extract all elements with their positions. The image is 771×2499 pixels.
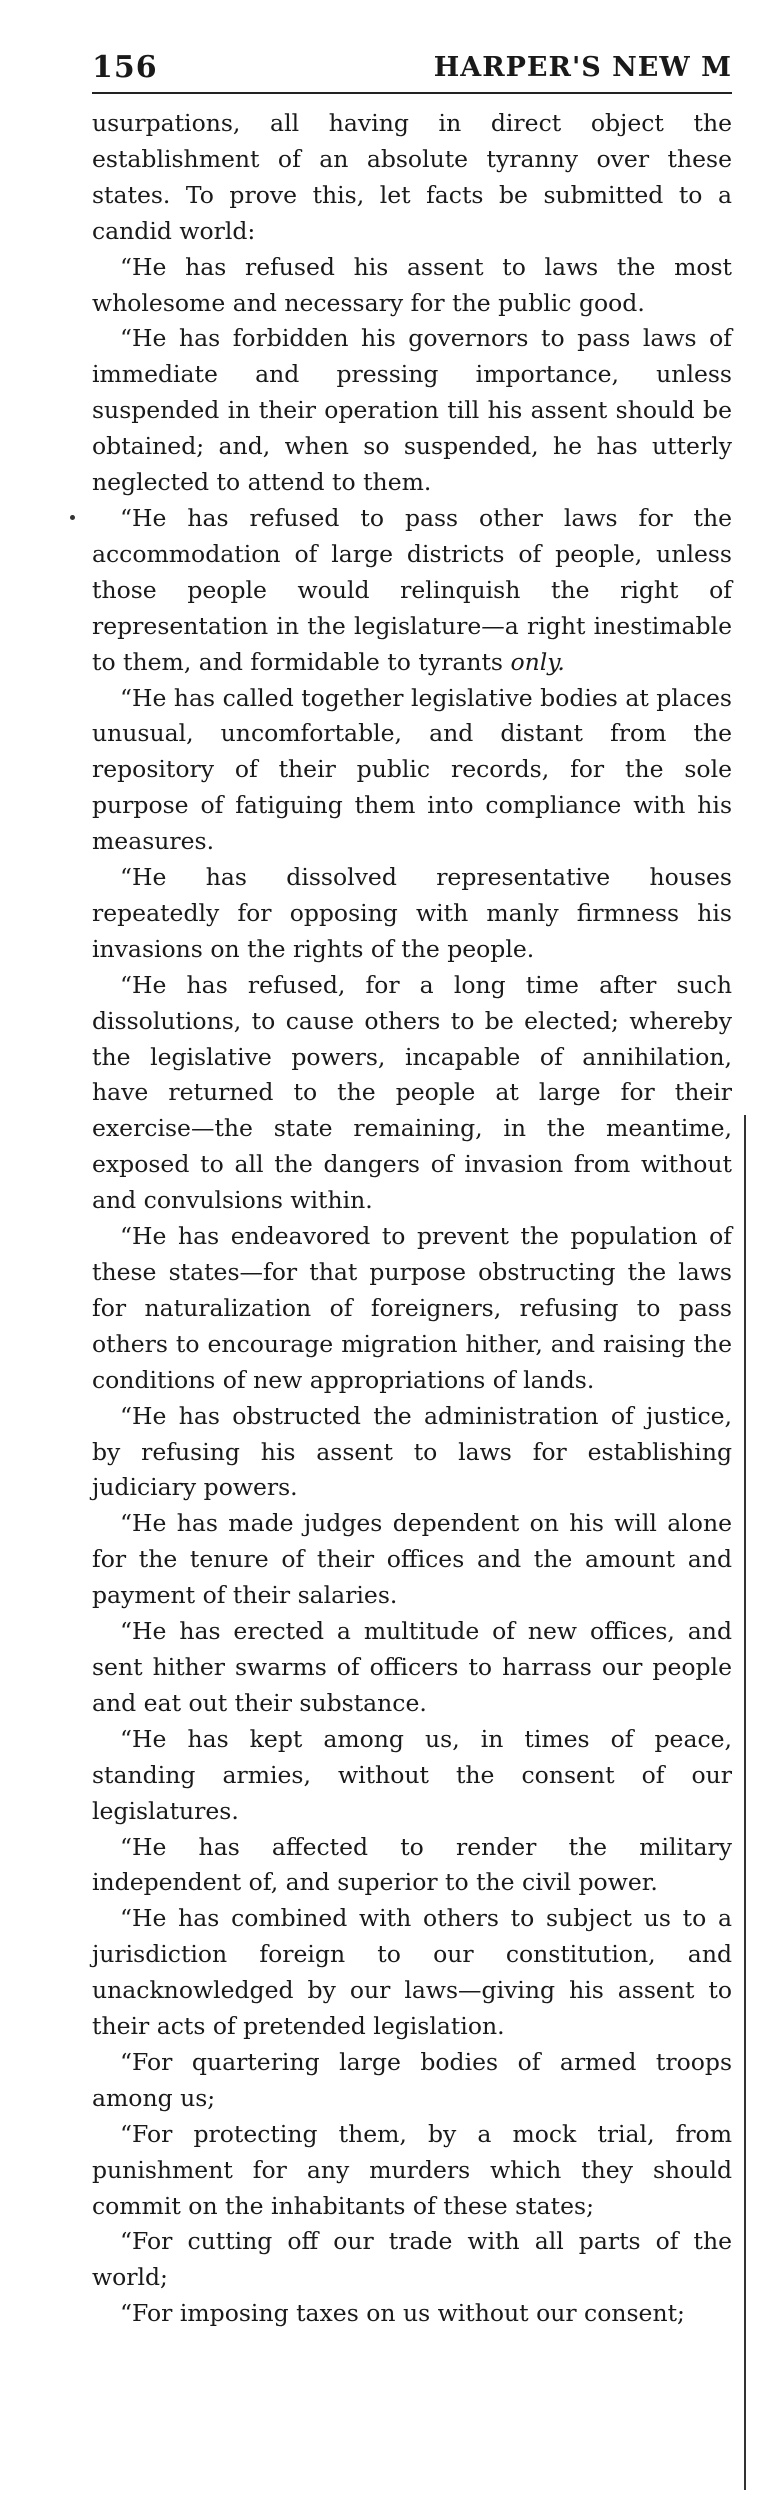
paragraph: “He has refused his assent to laws the most wholesome and necessary for the public good. (92, 252, 732, 317)
paragraph: “He has forbidden his governors to pass laws of immediate and pressing importance, unless suspended in their operation till his assent should be obtained; and, when so suspended, he has utterly neglected to attend to them. (92, 324, 732, 497)
column-rule (744, 1115, 746, 2490)
paragraph: “He has combined with others to subject us to a jurisdiction foreign to our constitution, and unacknowledged by our laws—giving his assent to their acts of pretended legislation. (92, 1904, 732, 2041)
paragraph: “He has dissolved representative houses repeatedly for opposing with manly firmness his invasions on the rights of the people. (92, 863, 732, 963)
paragraph: “For protecting them, by a mock trial, from punishment for any murders which they should commit on the inhabitants of these states; (92, 2119, 732, 2220)
page-number: 156 (92, 50, 158, 85)
paragraph: “He has endeavored to prevent the population of these states—for that purpose obstructing the laws for naturalization of foreigners, refusing to pass others to encourage migration hither, and raising the conditions of new appropriations of lands. (92, 1222, 732, 1394)
paragraph: “He has obstructed the administration of justice, by refusing his assent to laws for establishing judiciary powers. (92, 1401, 732, 1502)
paragraph-italic-tail: only. (510, 647, 565, 676)
paragraph: “He has affected to render the military independent of, and superior to the civil power. (92, 1832, 732, 1897)
paragraph: “He has called together legislative bodies at places unusual, uncomfortable, and distant from the repository of their public records, for the sole purpose of fatiguing them into compliance with his measures. (92, 683, 732, 856)
body-text (92, 106, 732, 2332)
paragraph: “For imposing taxes on us without our consent; (120, 2299, 685, 2328)
paragraph: “For cutting off our trade with all parts of the world; (92, 2227, 732, 2292)
paragraph: “He has refused, for a long time after such dissolutions, to cause others to be elected; whereby the legislative powers, incapable of annihilation, have returned to the people at large for their exercise—the state remaining, in the meantime, exposed to all the dangers of invasion from without and convulsions within. (92, 970, 732, 1215)
page-header (92, 40, 732, 94)
paragraph: “He has erected a multitude of new offices, and sent hither swarms of officers to harrass our people and eat out their substance. (92, 1617, 732, 1717)
paragraph: “He has kept among us, in times of peace, standing armies, without the consent of our legislatures. (92, 1724, 732, 1825)
print-speck (70, 515, 75, 520)
paragraph: “For quartering large bodies of armed troops among us; (92, 2047, 732, 2112)
paragraph: “He has made judges dependent on his will alone for the tenure of their offices and the amount and payment of their salaries. (92, 1509, 732, 1610)
paragraph: usurpations, all having in direct object the establishment of an absolute tyranny over these states. To prove this, let facts be submitted to a candid world: (92, 109, 732, 245)
paragraph-text: “He has refused to pass other laws for the accommodation of large districts of people, unless those people would relinquish the right of representation in the legislature—a right inestimable to them, and formidable to tyrants (92, 503, 732, 676)
running-title: HARPER'S NEW M (433, 52, 732, 83)
paragraph (92, 501, 732, 681)
